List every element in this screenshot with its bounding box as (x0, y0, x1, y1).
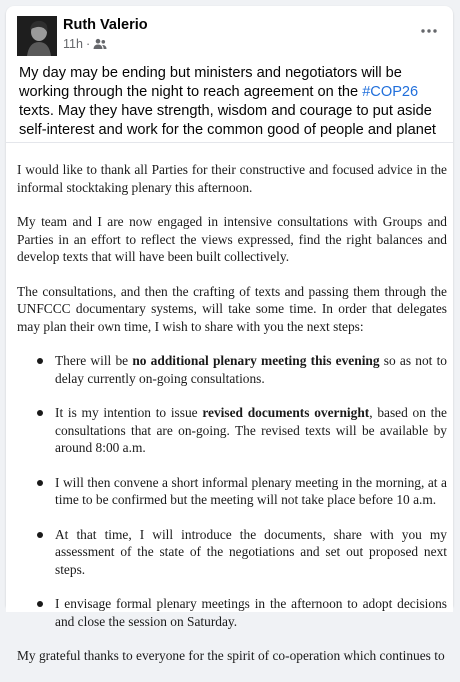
friends-icon (93, 38, 107, 50)
author-name[interactable]: Ruth Valerio (63, 17, 148, 33)
bullet-text: There will be (55, 353, 133, 368)
doc-bullet-list (35, 352, 447, 630)
doc-paragraph: My team and I are now engaged in intensive consultations with Groups and Parties in an effort to reflect the views expressed, find the right balances and develop texts that will have been built collectively. (17, 214, 447, 264)
meta-separator: · (85, 37, 91, 51)
doc-paragraph: The consultations, and then the crafting of texts and passing them through the UNFCCC documentary systems, will take some time. In order that delegates may plan their own time, I wish to share with you the next steps: (17, 283, 447, 334)
doc-bullet-item (35, 474, 447, 509)
bullet-text: so as not to delay currently on-going consultations. (55, 353, 447, 386)
hashtag-link[interactable]: #COP26 (362, 84, 419, 100)
doc-bullet-item (35, 526, 447, 579)
post-time[interactable]: 11h (63, 37, 83, 51)
more-options-button[interactable] (417, 24, 441, 38)
bullet-icon (37, 480, 43, 486)
bullet-text: I will then convene a short informal plenary meeting in the morning, at a time to be confirmed but the meeting will not take place before 10 a.m. (55, 474, 447, 507)
caption-text: My day may be ending but ministers and negotiators will be working through the night to reach agreement on the (19, 65, 402, 100)
post-header (6, 6, 453, 60)
avatar[interactable] (17, 16, 57, 56)
post-meta (63, 37, 107, 51)
document-text (17, 161, 447, 682)
doc-paragraph: I would like to thank all Parties for their constructive and focused advice in the informal stocktaking plenary this afternoon. (17, 162, 447, 195)
post-caption (19, 64, 444, 140)
doc-bullet-item (35, 595, 447, 630)
attached-document-image[interactable] (6, 142, 453, 663)
bullet-text: At that time, I will introduce the documents, share with you my assessment of the state of the negotiations and set out proposed next steps. (55, 526, 447, 577)
bullet-text: , based on the consultations that are on-going. The revised texts will be available by around 8:00 a.m. (55, 405, 447, 455)
post-card (6, 6, 453, 663)
caption-text: texts. May they have strength, wisdom and courage to put aside self-interest and work for the common good of people and planet (19, 103, 436, 138)
bullet-text: I envisage formal plenary meetings in the afternoon to adopt decisions and close the session on Saturday. (55, 596, 447, 629)
bullet-text: It is my intention to issue (55, 405, 203, 420)
doc-paragraph: My grateful thanks to everyone for the spirit of co-operation which continues to (17, 648, 445, 663)
bullet-icon (37, 532, 43, 538)
doc-bullet-item (35, 352, 447, 387)
bullet-icon (37, 410, 43, 416)
bullet-bold-text: no additional plenary meeting this evening (132, 353, 380, 368)
bullet-icon (37, 601, 43, 607)
bullet-bold-text: revised documents overnight (202, 405, 370, 420)
doc-bullet-item (35, 404, 447, 457)
more-horizontal-icon (421, 29, 437, 33)
profile-photo (17, 16, 57, 56)
bullet-icon (37, 358, 43, 364)
